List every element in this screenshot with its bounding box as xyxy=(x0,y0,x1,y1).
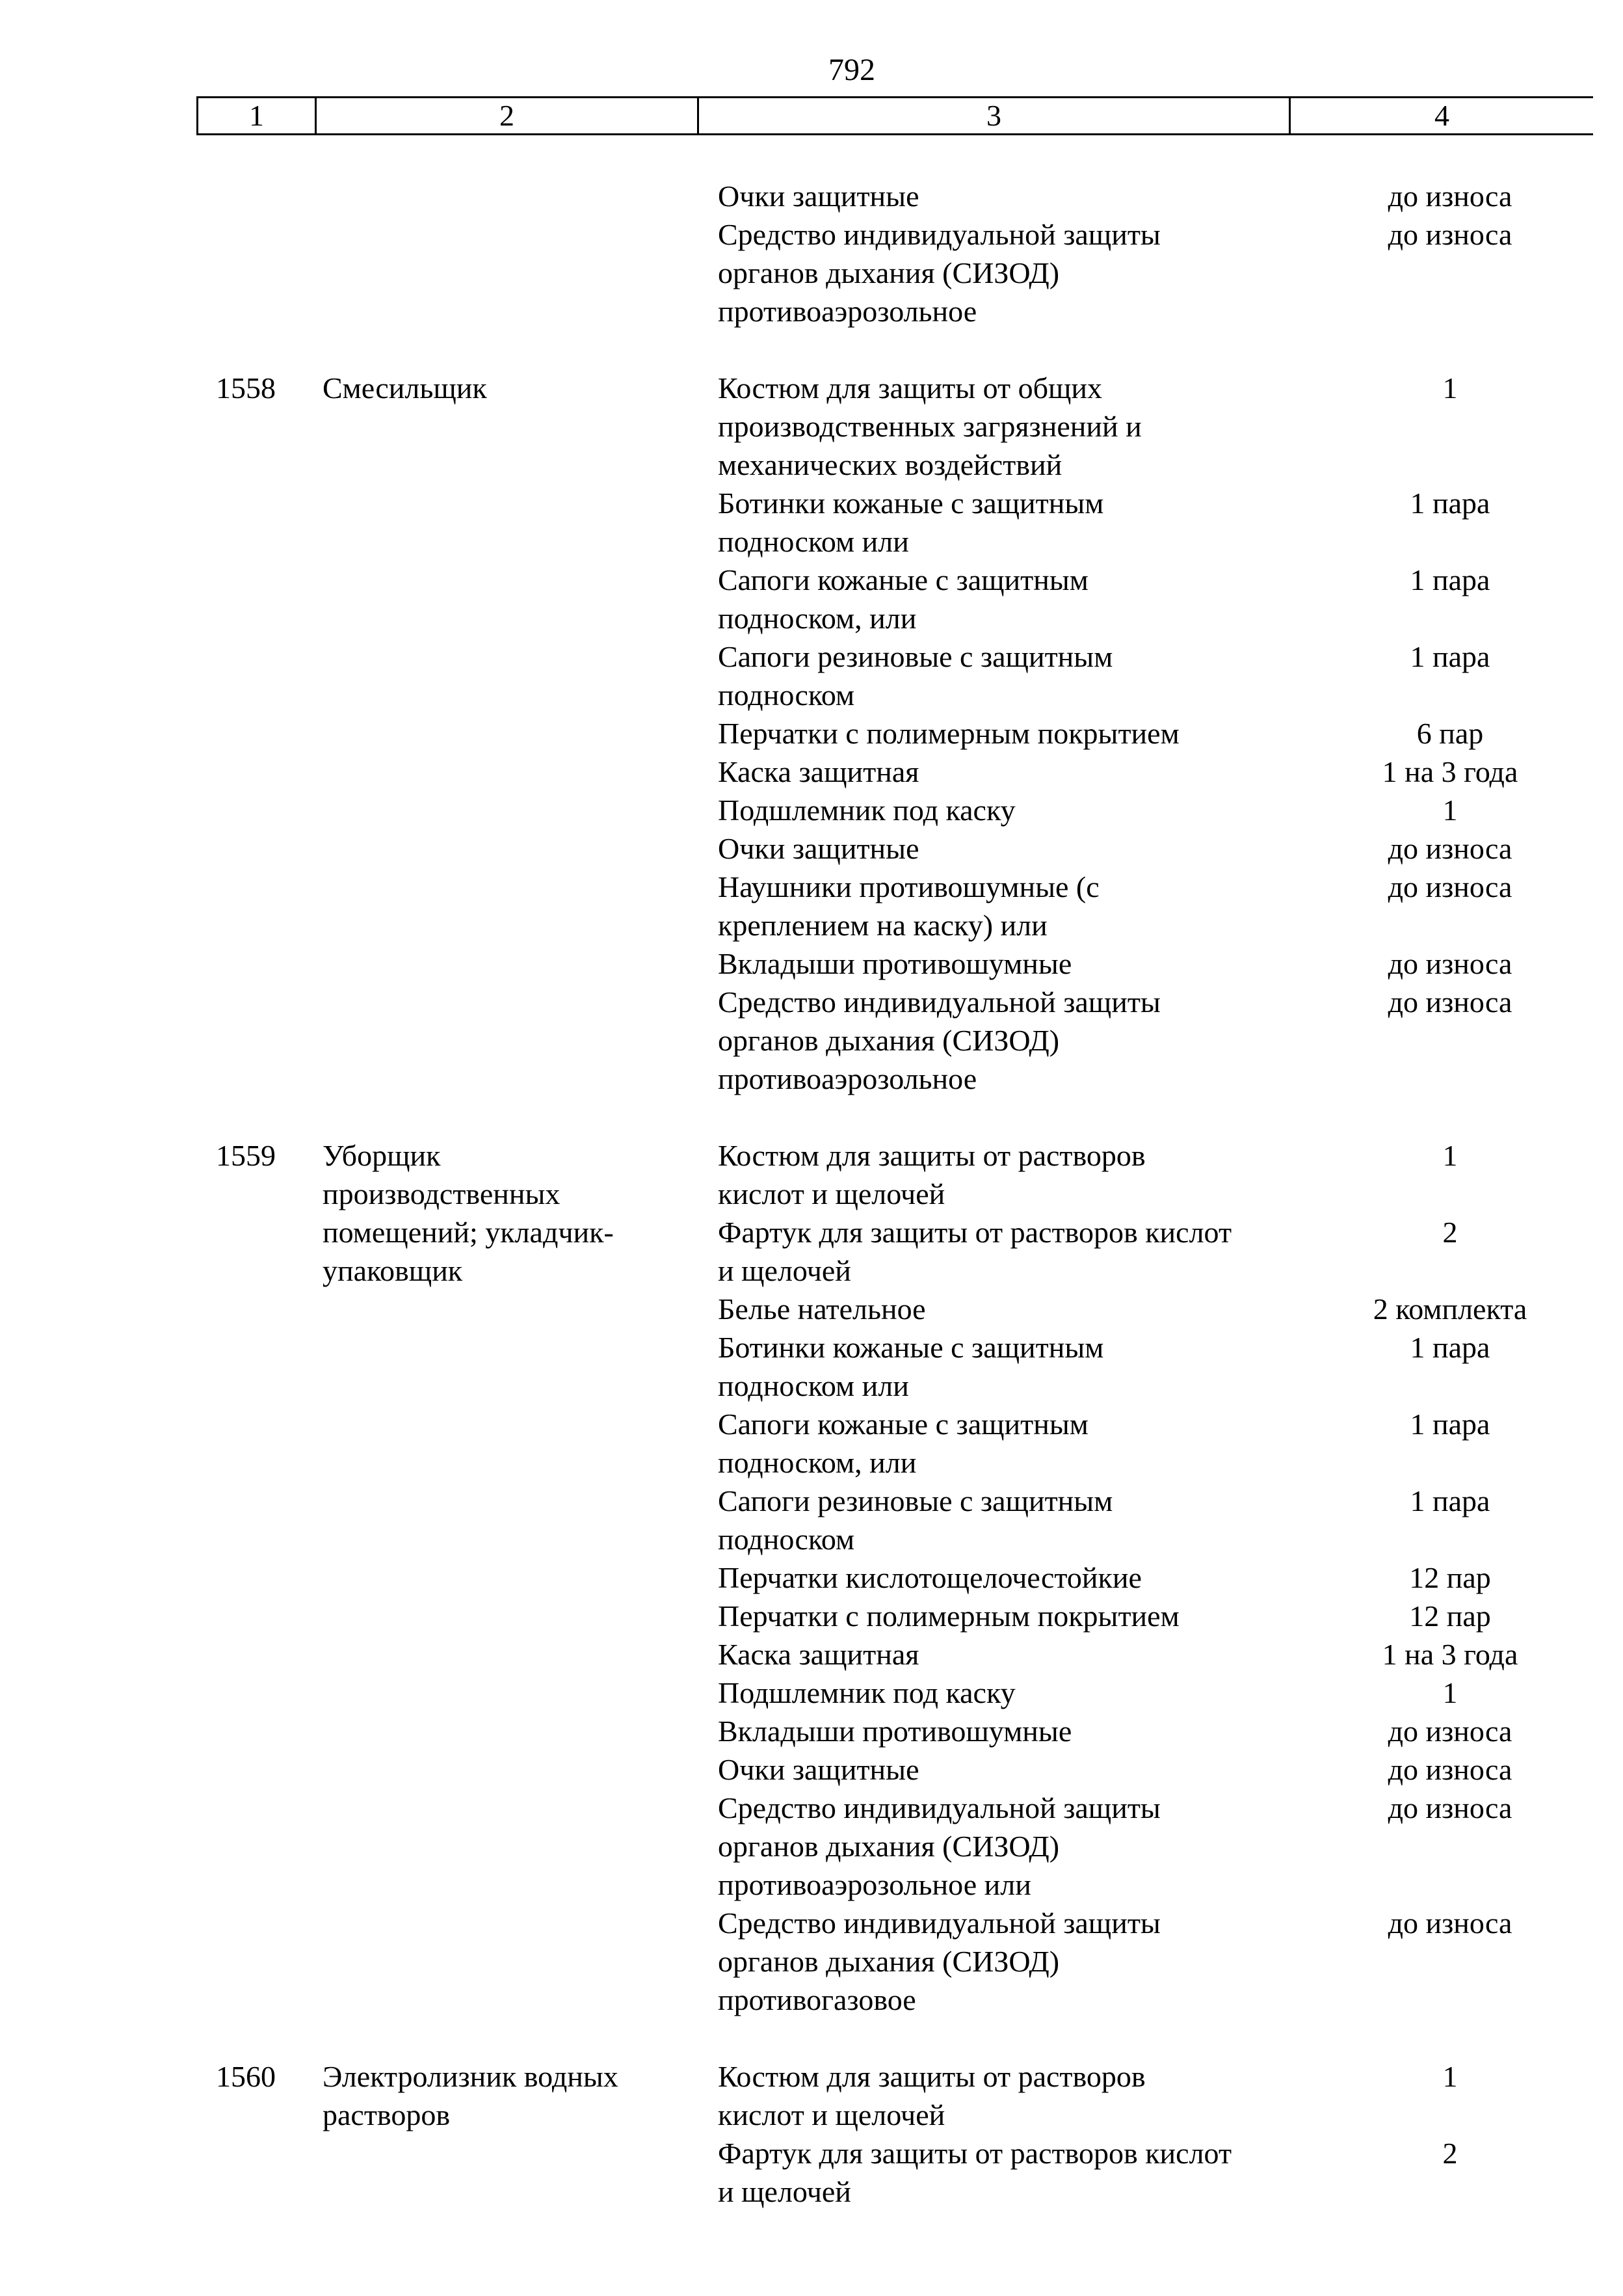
ppe-item-name: Средство индивидуальной защиты xyxy=(718,985,1161,1019)
issue-norm: 2 комплекта xyxy=(1373,1292,1527,1326)
issue-norm: до износа xyxy=(1388,1791,1512,1824)
ppe-item-name: Каска защитная xyxy=(718,755,919,788)
profession-name: Электролизник водных xyxy=(323,2060,618,2093)
issue-norm: до износа xyxy=(1388,1753,1512,1786)
ppe-item-name: подноском xyxy=(718,1523,855,1556)
column-header-3: 3 xyxy=(699,98,1291,133)
ppe-item-name: Перчатки с полимерным покрытием xyxy=(718,717,1180,750)
issue-norm: 1 пара xyxy=(1410,487,1490,520)
ppe-item-name: Вкладыши противошумные xyxy=(718,1715,1072,1748)
column-number-header xyxy=(196,96,1593,135)
ppe-item-name: кислот и щелочей xyxy=(718,2098,945,2131)
profession-name: упаковщик xyxy=(323,1254,463,1287)
ppe-item-name: Средство индивидуальной защиты xyxy=(718,1791,1161,1824)
ppe-item-name: Сапоги кожаные с защитным xyxy=(718,1408,1089,1441)
ppe-item-name: Средство индивидуальной защиты xyxy=(718,1906,1161,1940)
profession-name: помещений; укладчик- xyxy=(323,1216,614,1249)
ppe-item-name: Средство индивидуальной защиты xyxy=(718,218,1161,251)
issue-norm: до износа xyxy=(1388,832,1512,865)
ppe-item-name: противоаэрозольное или xyxy=(718,1868,1031,1901)
page-number: 792 xyxy=(828,53,875,87)
column-header-4: 4 xyxy=(1434,99,1449,132)
issue-norm: до износа xyxy=(1388,947,1512,980)
ppe-item-name: и щелочей xyxy=(718,2175,851,2208)
row-number: 1559 xyxy=(216,1139,276,1172)
ppe-item-name: Ботинки кожаные с защитным xyxy=(718,487,1104,520)
profession-name: Смесильщик xyxy=(323,371,487,405)
profession-name: Уборщик xyxy=(323,1139,441,1172)
ppe-item-name: подноском xyxy=(718,678,855,712)
ppe-item-name: противогазовое xyxy=(718,1983,916,2016)
issue-norm: 1 на 3 года xyxy=(1382,1638,1518,1671)
issue-norm: 1 на 3 года xyxy=(1382,755,1518,788)
issue-norm: до износа xyxy=(1388,1715,1512,1748)
ppe-item-name: подноском или xyxy=(718,525,909,558)
ppe-item-name: Костюм для защиты от общих xyxy=(718,371,1103,405)
ppe-item-name: Подшлемник под каску xyxy=(718,794,1016,827)
ppe-item-name: противоаэрозольное xyxy=(718,295,977,328)
ppe-item-name: органов дыхания (СИЗОД) xyxy=(718,1945,1060,1978)
issue-norm: 1 пара xyxy=(1410,640,1490,673)
profession-name: растворов xyxy=(323,2098,451,2131)
ppe-item-name: Перчатки кислотощелочестойкие xyxy=(718,1561,1142,1594)
column-header-1: 1 xyxy=(198,98,317,133)
ppe-item-name: Каска защитная xyxy=(718,1638,919,1671)
issue-norm: 1 пара xyxy=(1410,1484,1490,1517)
ppe-item-name: Белье нательное xyxy=(718,1292,926,1326)
issue-norm: 1 пара xyxy=(1410,1408,1490,1441)
ppe-item-name: Костюм для защиты от растворов xyxy=(718,2060,1146,2093)
ppe-item-name: Очки защитные xyxy=(718,1753,919,1786)
ppe-item-name: Фартук для защиты от растворов кислот xyxy=(718,1216,1232,1249)
ppe-item-name: производственных загрязнений и xyxy=(718,410,1142,443)
ppe-item-name: Наушники противошумные (с xyxy=(718,870,1100,903)
ppe-item-name: Сапоги резиновые с защитным xyxy=(718,1484,1113,1517)
issue-norm: до износа xyxy=(1388,870,1512,903)
issue-norm: 1 пара xyxy=(1410,1331,1490,1364)
issue-norm: 12 пар xyxy=(1409,1561,1491,1594)
ppe-item-name: Сапоги кожаные с защитным xyxy=(718,563,1089,596)
ppe-item-name: Фартук для защиты от растворов кислот xyxy=(718,2137,1232,2170)
issue-norm: до износа xyxy=(1388,1906,1512,1940)
issue-norm: 2 xyxy=(1442,2137,1458,2170)
issue-norm: до износа xyxy=(1388,180,1512,213)
ppe-item-name: кислот и щелочей xyxy=(718,1177,945,1210)
issue-norm: 12 пар xyxy=(1409,1599,1491,1633)
issue-norm: 1 xyxy=(1442,1139,1458,1172)
ppe-item-name: противоаэрозольное xyxy=(718,1062,977,1095)
ppe-item-name: органов дыхания (СИЗОД) xyxy=(718,256,1060,289)
ppe-item-name: органов дыхания (СИЗОД) xyxy=(718,1830,1060,1863)
ppe-item-name: органов дыхания (СИЗОД) xyxy=(718,1024,1060,1057)
ppe-item-name: Костюм для защиты от растворов xyxy=(718,1139,1146,1172)
ppe-item-name: подноском, или xyxy=(718,1446,917,1479)
ppe-item-name: подноском, или xyxy=(718,602,917,635)
ppe-item-name: Вкладыши противошумные xyxy=(718,947,1072,980)
profession-name: производственных xyxy=(323,1177,561,1210)
ppe-item-name: Перчатки с полимерным покрытием xyxy=(718,1599,1180,1633)
ppe-item-name: Подшлемник под каску xyxy=(718,1676,1016,1709)
ppe-item-name: креплением на каску) или xyxy=(718,909,1048,942)
issue-norm: 1 xyxy=(1442,794,1458,827)
ppe-item-name: подноском или xyxy=(718,1369,909,1402)
ppe-item-name: механических воздействий xyxy=(718,448,1062,481)
issue-norm: 1 xyxy=(1442,1676,1458,1709)
issue-norm: 1 пара xyxy=(1410,563,1490,596)
column-header-2: 2 xyxy=(317,98,699,133)
issue-norm: 6 пар xyxy=(1416,717,1484,750)
issue-norm: 1 xyxy=(1442,371,1458,405)
issue-norm: 1 xyxy=(1442,2060,1458,2093)
row-number: 1558 xyxy=(216,371,276,405)
issue-norm: 2 xyxy=(1442,1216,1458,1249)
issue-norm: до износа xyxy=(1388,218,1512,251)
ppe-item-name: и щелочей xyxy=(718,1254,851,1287)
ppe-item-name: Сапоги резиновые с защитным xyxy=(718,640,1113,673)
row-number: 1560 xyxy=(216,2060,276,2093)
ppe-item-name: Очки защитные xyxy=(718,832,919,865)
ppe-item-name: Очки защитные xyxy=(718,180,919,213)
issue-norm: до износа xyxy=(1388,985,1512,1019)
ppe-item-name: Ботинки кожаные с защитным xyxy=(718,1331,1104,1364)
